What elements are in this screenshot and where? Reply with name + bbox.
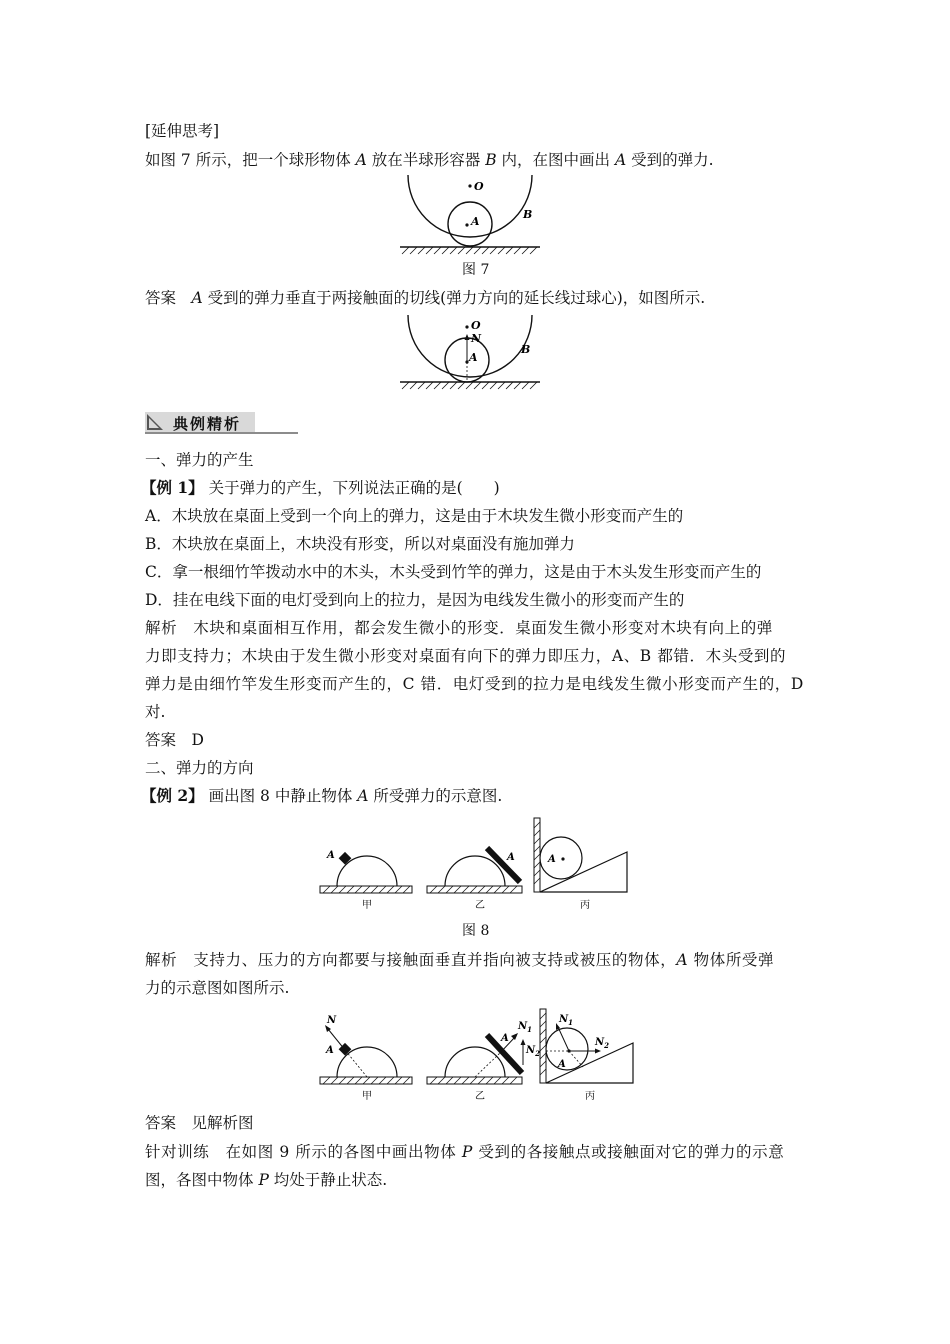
svg-text:甲: 甲 [362,900,372,911]
section-header [145,410,298,434]
svg-text:A: A [326,1045,334,1056]
answer-yi [427,1021,540,1102]
extension-heading: [延伸思考] [145,122,220,140]
analysis-2-line-2: 力的示意图如图所示. [145,979,290,997]
svg-text:A: A [327,850,335,861]
training-line-1: 针对训练 在如图 9 所示的各图中画出物体 P 受到的各接触点或接触面对它的弹力的示意 [145,1143,785,1161]
extension-answer: 答案 A 受到的弹力垂直于两接触面的切线(弹力方向的延长线过球心)，如图所示. [145,289,706,307]
option-b: B．木块放在桌面上，木块没有形变，所以对桌面没有施加弹力 [145,535,575,553]
label-A: A [469,351,478,364]
label-O: O [474,180,484,193]
analysis-line-2: 力即支持力；木块由于发生微小形变对桌面有向下的弹力即压力，A、B 都错．木头受到的 [145,647,787,665]
figure-8-yi [427,848,522,911]
svg-text:丙: 丙 [580,900,590,911]
label-B: B [523,208,533,221]
label-A: A [471,215,480,228]
answer-jia [320,1015,412,1102]
figure-8-diagrams [315,814,635,916]
analysis-line-4: 对. [145,703,166,721]
training-line-2: 图，各图中物体 P 均处于静止状态. [145,1171,388,1189]
label-O: O [471,319,481,332]
example-1-answer: 答案 D [145,731,204,749]
part1-heading: 一、弹力的产生 [145,451,254,469]
label-N: N [471,332,482,345]
svg-text:A: A [548,854,556,865]
analysis-line-3: 弹力是由细竹竿发生形变而产生的，C 错．电灯受到的拉力是电线发生微小形变而产生的，D [145,675,804,693]
section-title: 典例精析 [173,415,242,433]
part2-heading: 二、弹力的方向 [145,759,254,777]
svg-text:A: A [501,1033,509,1044]
figure-8-jia [320,850,412,911]
example-1-question: 【例 1】 关于弹力的产生，下列说法正确的是( ) [141,478,500,497]
svg-text:A: A [507,852,515,863]
analysis-line-1: 解析 木块和桌面相互作用，都会发生微小的形变．桌面发生微小形变对木块有向上的弹 [145,619,773,637]
extension-question: 如图 7 所示，把一个球形物体 A 放在半球形容器 B 内，在图中画出 A 受到的弹力. [145,151,714,169]
figure-7-hemisphere-diagram [395,175,545,257]
option-d: D．挂在电线下面的电灯受到向上的拉力，是因为电线发生微小的形变而产生的 [145,591,685,609]
svg-text:A: A [558,1059,566,1070]
answer-hemisphere-diagram [395,315,545,390]
figure-8-caption: 图 8 [462,923,490,939]
svg-text:N2: $N_2$ [595,1037,610,1050]
section-triangle-icon [147,414,163,430]
label-B: B [521,343,531,356]
option-c: C．拿一根细竹竿拨动水中的木头，木头受到竹竿的弹力，这是由于木头发生形变而产生的 [145,563,762,581]
svg-text:乙: 乙 [475,900,485,911]
svg-text:乙: 乙 [475,1091,485,1102]
option-a: A．木块放在桌面上受到一个向上的弹力，这是由于木块发生微小形变而产生的 [145,507,684,525]
figure-8-bing [534,818,627,911]
svg-text:甲: 甲 [362,1091,372,1102]
svg-text:N1: $N_1$ [518,1021,533,1034]
figure-7-caption: 图 7 [462,262,490,278]
answer-bing [540,1009,633,1102]
example-2-answer-diagrams [315,1005,645,1107]
svg-text:N2: $N_2$ [526,1045,541,1058]
analysis-2-line-1: 解析 支持力、压力的方向都要与接触面垂直并指向被支持或被压的物体，A 物体所受弹 [145,951,775,969]
example-2-question: 【例 2】 画出图 8 中静止物体 A 所受弹力的示意图. [141,786,503,805]
svg-text:N: N [327,1015,337,1026]
svg-text:丙: 丙 [585,1091,595,1102]
svg-text:N1: $N_1$ [559,1014,574,1027]
example-2-answer: 答案 见解析图 [145,1114,254,1132]
